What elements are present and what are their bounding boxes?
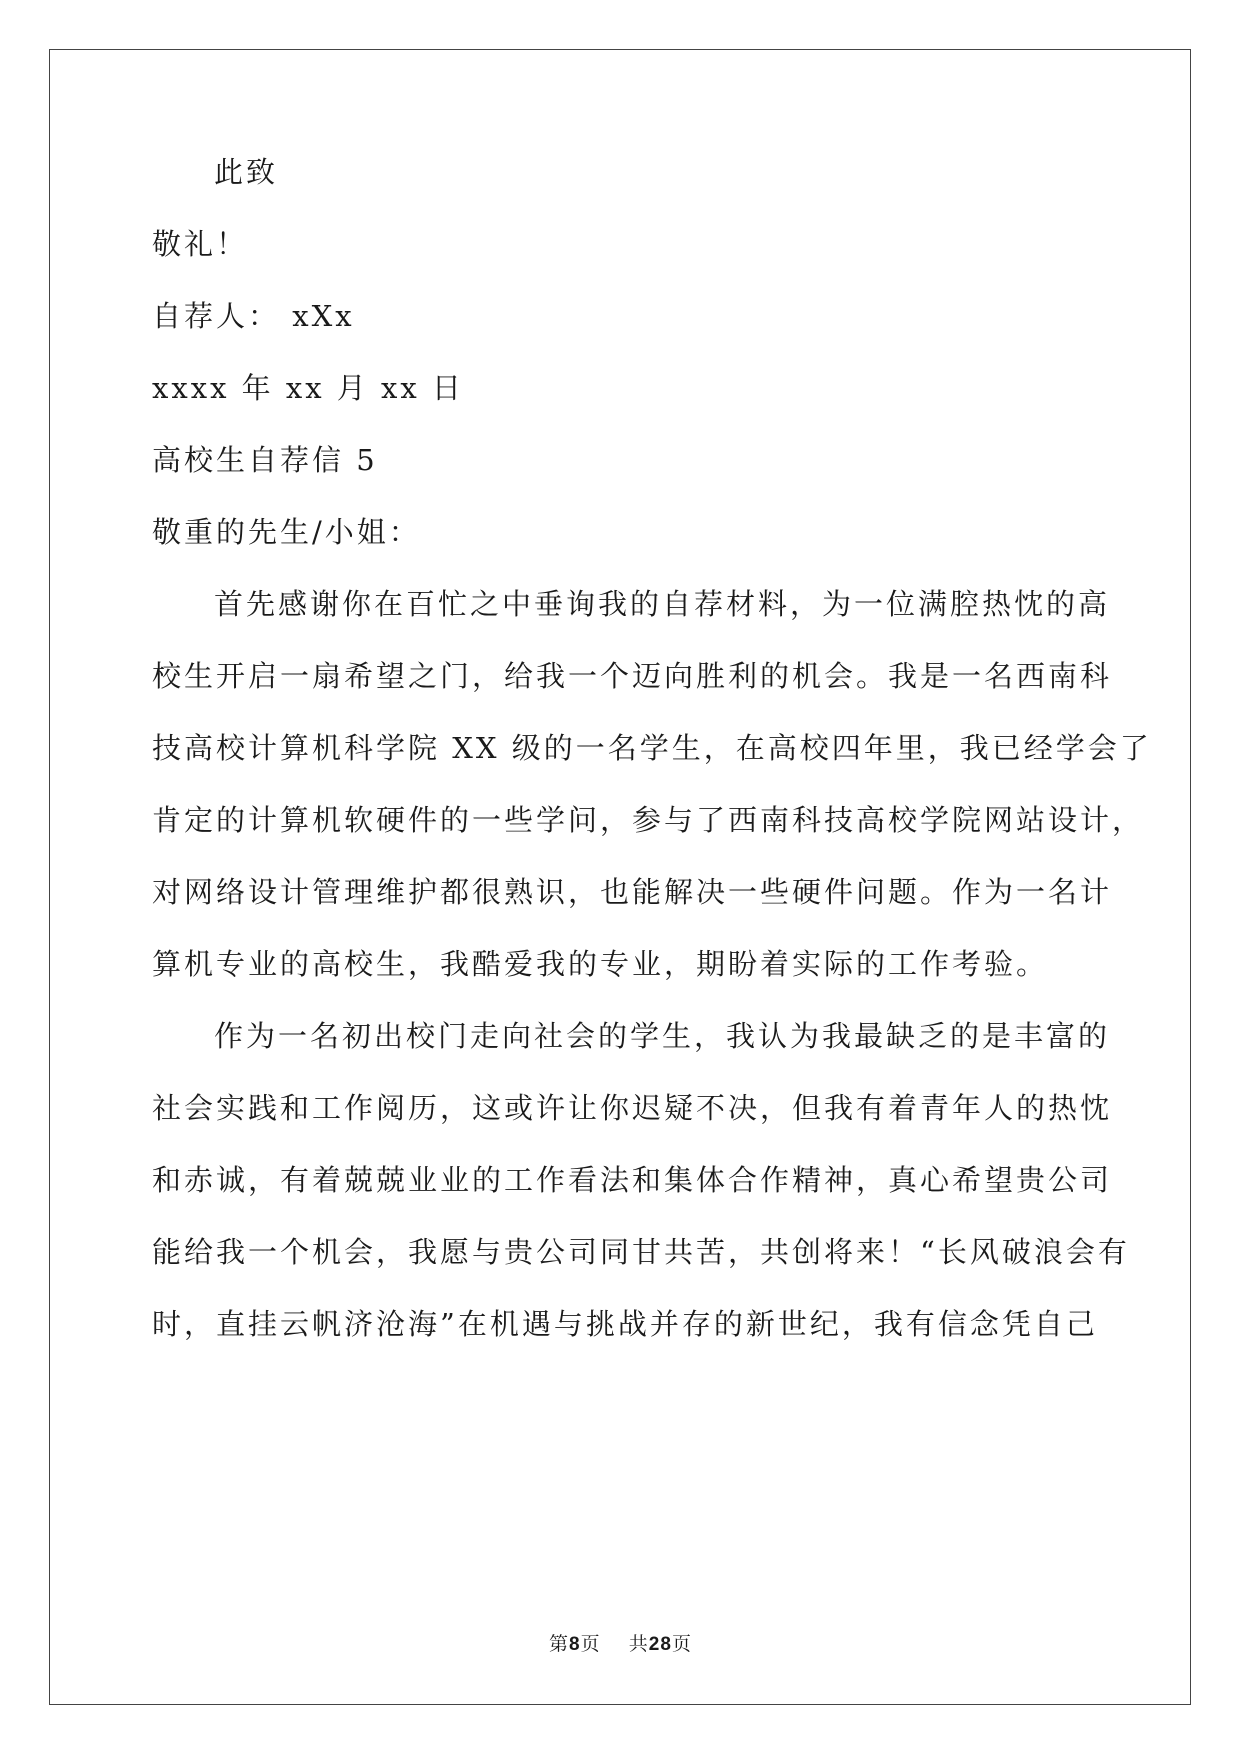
footer-mid: 页 共 — [580, 1633, 649, 1655]
body-line: 算机专业的高校生，我酷爱我的专业，期盼着实际的工作考验。 — [152, 947, 1049, 981]
body-line: 首先感谢你在百忙之中垂询我的自荐材料，为一位满腔热忱的高 — [214, 587, 1111, 621]
body-line: 时，直挂云帆济沧海”在机遇与挑战并存的新世纪，我有信念凭自己 — [152, 1307, 1098, 1341]
letter-title: 高校生自荐信 5 — [152, 443, 378, 477]
footer-prefix: 第 — [549, 1633, 570, 1655]
body-line: 能给我一个机会，我愿与贵公司同甘共苦，共创将来！“长风破浪会有 — [152, 1235, 1130, 1269]
footer-total-pages: 28 — [648, 1634, 672, 1655]
body-line: 作为一名初出校门走向社会的学生，我认为我最缺乏的是丰富的 — [214, 1019, 1111, 1053]
closing-regards: 敬礼！ — [152, 227, 249, 261]
body-line: 和赤诚，有着兢兢业业的工作看法和集体合作精神，真心希望贵公司 — [152, 1163, 1113, 1197]
body-line: 对网络设计管理维护都很熟识，也能解决一些硬件问题。作为一名计 — [152, 875, 1113, 909]
body-line: 肯定的计算机软硬件的一些学问，参与了西南科技高校学院网站设计， — [152, 803, 1145, 837]
letter-greeting: 敬重的先生/小姐： — [152, 515, 421, 549]
closing-salutation: 此致 — [214, 155, 279, 189]
date-line: xxxx 年 xx 月 xx 日 — [152, 371, 464, 405]
body-line: 社会实践和工作阅历，这或许让你迟疑不决，但我有着青年人的热忱 — [152, 1091, 1113, 1125]
signer-line: 自荐人： xXx — [152, 299, 355, 333]
footer-suffix: 页 — [671, 1633, 692, 1655]
body-line: 技高校计算机科学院 XX 级的一名学生，在高校四年里，我已经学会了 — [152, 731, 1152, 765]
footer-page-number: 8 — [569, 1634, 581, 1655]
page-footer — [0, 1632, 1241, 1657]
body-line: 校生开启一扇希望之门，给我一个迈向胜利的机会。我是一名西南科 — [152, 659, 1113, 693]
